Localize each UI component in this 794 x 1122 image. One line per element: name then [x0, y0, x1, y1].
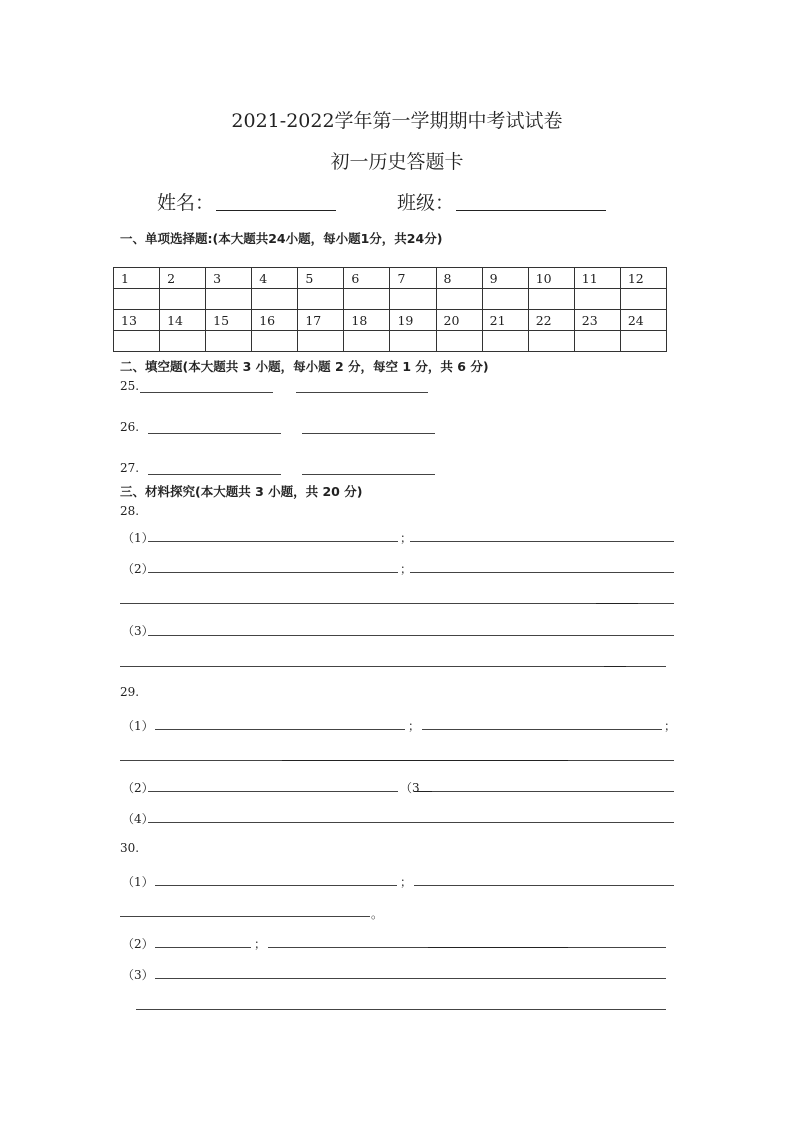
q29-p1-separator-2: ；	[664, 719, 677, 733]
section-2-heading: 二、填空题(本大题共 3 小题，每小题 2 分，每空 1 分，共 6 分)	[120, 359, 489, 374]
grid-number: 11	[574, 268, 620, 289]
grid-number: 9	[482, 268, 528, 289]
q26-blank-2[interactable]	[302, 433, 435, 434]
grid-number: 12	[620, 268, 666, 289]
q30-p1-period: 。	[371, 907, 384, 921]
grid-number: 17	[298, 310, 344, 331]
q30-p2-blank-1[interactable]	[155, 947, 251, 948]
grid-number: 23	[574, 310, 620, 331]
name-field[interactable]	[216, 210, 336, 211]
q27-blank-1[interactable]	[148, 474, 281, 475]
grid-number: 16	[252, 310, 298, 331]
answer-cell[interactable]	[390, 289, 436, 310]
grid-number: 19	[390, 310, 436, 331]
page-title: 2021-2022学年第一学期期中考试试卷	[231, 110, 563, 132]
q30-p1-separator: ；	[400, 875, 413, 889]
q29-p4-blank[interactable]	[148, 822, 674, 823]
answer-cell[interactable]	[482, 331, 528, 352]
q29-p2-label: （2）	[122, 781, 154, 795]
q28-p1-separator: ；	[400, 531, 413, 545]
q28-p2-blank-1[interactable]	[148, 572, 398, 573]
q28-p3-label: （3）	[122, 624, 154, 638]
class-field[interactable]	[456, 210, 606, 211]
answer-cell[interactable]	[206, 331, 252, 352]
q30-p3-blank-1[interactable]	[155, 978, 666, 979]
answer-cell[interactable]	[620, 289, 666, 310]
answer-cell[interactable]	[574, 331, 620, 352]
q29-p1-separator: ；	[408, 719, 421, 733]
q29-label: 29.	[120, 685, 140, 699]
q29-p1-label: （1）	[122, 719, 154, 733]
q28-p1-blank-1[interactable]	[148, 541, 398, 542]
q28-p2-mark	[596, 603, 638, 604]
grid-number: 18	[344, 310, 390, 331]
q28-p3-blank-2[interactable]	[120, 666, 666, 667]
section-3-heading: 三、材料探究(本大题共 3 小题，共 20 分)	[120, 484, 363, 499]
q28-p2-separator: ；	[400, 562, 413, 576]
answer-cell[interactable]	[390, 331, 436, 352]
grid-number: 10	[528, 268, 574, 289]
grid-answer-row-1	[114, 289, 667, 310]
grid-number: 2	[160, 268, 206, 289]
answer-cell[interactable]	[298, 289, 344, 310]
q27-blank-2[interactable]	[302, 474, 435, 475]
grid-answer-row-2	[114, 331, 667, 352]
q28-p1-blank-2[interactable]	[410, 541, 674, 542]
answer-cell[interactable]	[344, 289, 390, 310]
answer-cell[interactable]	[252, 331, 298, 352]
answer-cell[interactable]	[252, 289, 298, 310]
grid-number: 3	[206, 268, 252, 289]
q29-p2-blank[interactable]	[148, 791, 398, 792]
grid-number: 24	[620, 310, 666, 331]
section-1-heading: 一、单项选择题:(本大题共24小题，每小题1分，共24分)	[120, 231, 443, 246]
q29-p1-blank-2[interactable]	[422, 729, 662, 730]
answer-cell[interactable]	[620, 331, 666, 352]
q28-p1-label: （1）	[122, 531, 154, 545]
q29-p3-label: （3	[400, 781, 420, 795]
grid-number: 14	[160, 310, 206, 331]
q29-p1-mark	[282, 760, 568, 761]
q30-p1-label: （1）	[122, 875, 154, 889]
q29-p1-blank-1[interactable]	[155, 729, 405, 730]
grid-number-row-1	[114, 268, 667, 289]
answer-cell[interactable]	[344, 331, 390, 352]
answer-cell[interactable]	[528, 331, 574, 352]
q28-p3-blank-1[interactable]	[148, 635, 674, 636]
answer-cell[interactable]	[436, 331, 482, 352]
answer-cell[interactable]	[574, 289, 620, 310]
answer-grid	[113, 267, 667, 352]
grid-number: 22	[528, 310, 574, 331]
q28-p2-blank-2[interactable]	[410, 572, 674, 573]
q28-p2-blank-3[interactable]	[120, 603, 674, 604]
grid-number: 8	[436, 268, 482, 289]
q26-label: 26.	[120, 420, 140, 434]
answer-cell[interactable]	[298, 331, 344, 352]
answer-cell[interactable]	[436, 289, 482, 310]
q30-p2-separator: ；	[254, 937, 267, 951]
q29-p3-mark	[414, 791, 432, 792]
q29-p4-label: （4）	[122, 812, 154, 826]
q28-label: 28.	[120, 504, 140, 518]
q25-label: 25.	[120, 379, 140, 393]
grid-number: 21	[482, 310, 528, 331]
q30-p1-blank-3[interactable]	[120, 916, 370, 917]
q30-p1-blank-2[interactable]	[414, 885, 674, 886]
q25-blank-2[interactable]	[296, 392, 428, 393]
answer-cell[interactable]	[160, 331, 206, 352]
answer-cell[interactable]	[206, 289, 252, 310]
q25-blank-1[interactable]	[140, 392, 273, 393]
q29-p3-blank[interactable]	[432, 791, 674, 792]
q30-p2-label: （2）	[122, 937, 154, 951]
q30-label: 30.	[120, 841, 140, 855]
answer-cell[interactable]	[528, 289, 574, 310]
answer-cell[interactable]	[160, 289, 206, 310]
q28-p2-label: （2）	[122, 562, 154, 576]
q30-p1-blank-1[interactable]	[155, 885, 397, 886]
name-label: 姓名：	[157, 192, 215, 214]
answer-cell[interactable]	[482, 289, 528, 310]
answer-cell[interactable]	[114, 331, 160, 352]
class-label: 班级：	[397, 192, 455, 214]
page-subtitle: 初一历史答题卡	[330, 151, 464, 173]
answer-cell[interactable]	[114, 289, 160, 310]
q27-label: 27.	[120, 461, 140, 475]
q30-p3-blank-2[interactable]	[136, 1009, 666, 1010]
grid-number: 15	[206, 310, 252, 331]
grid-number: 1	[114, 268, 160, 289]
grid-number: 6	[344, 268, 390, 289]
grid-number: 13	[114, 310, 160, 331]
grid-number-row-2	[114, 310, 667, 331]
grid-number: 20	[436, 310, 482, 331]
grid-number: 4	[252, 268, 298, 289]
q28-p3-mark	[604, 666, 626, 667]
q30-p3-label: （3）	[122, 968, 154, 982]
grid-number: 7	[390, 268, 436, 289]
q26-blank-1[interactable]	[148, 433, 281, 434]
grid-number: 5	[298, 268, 344, 289]
q30-p2-mark	[428, 947, 568, 948]
